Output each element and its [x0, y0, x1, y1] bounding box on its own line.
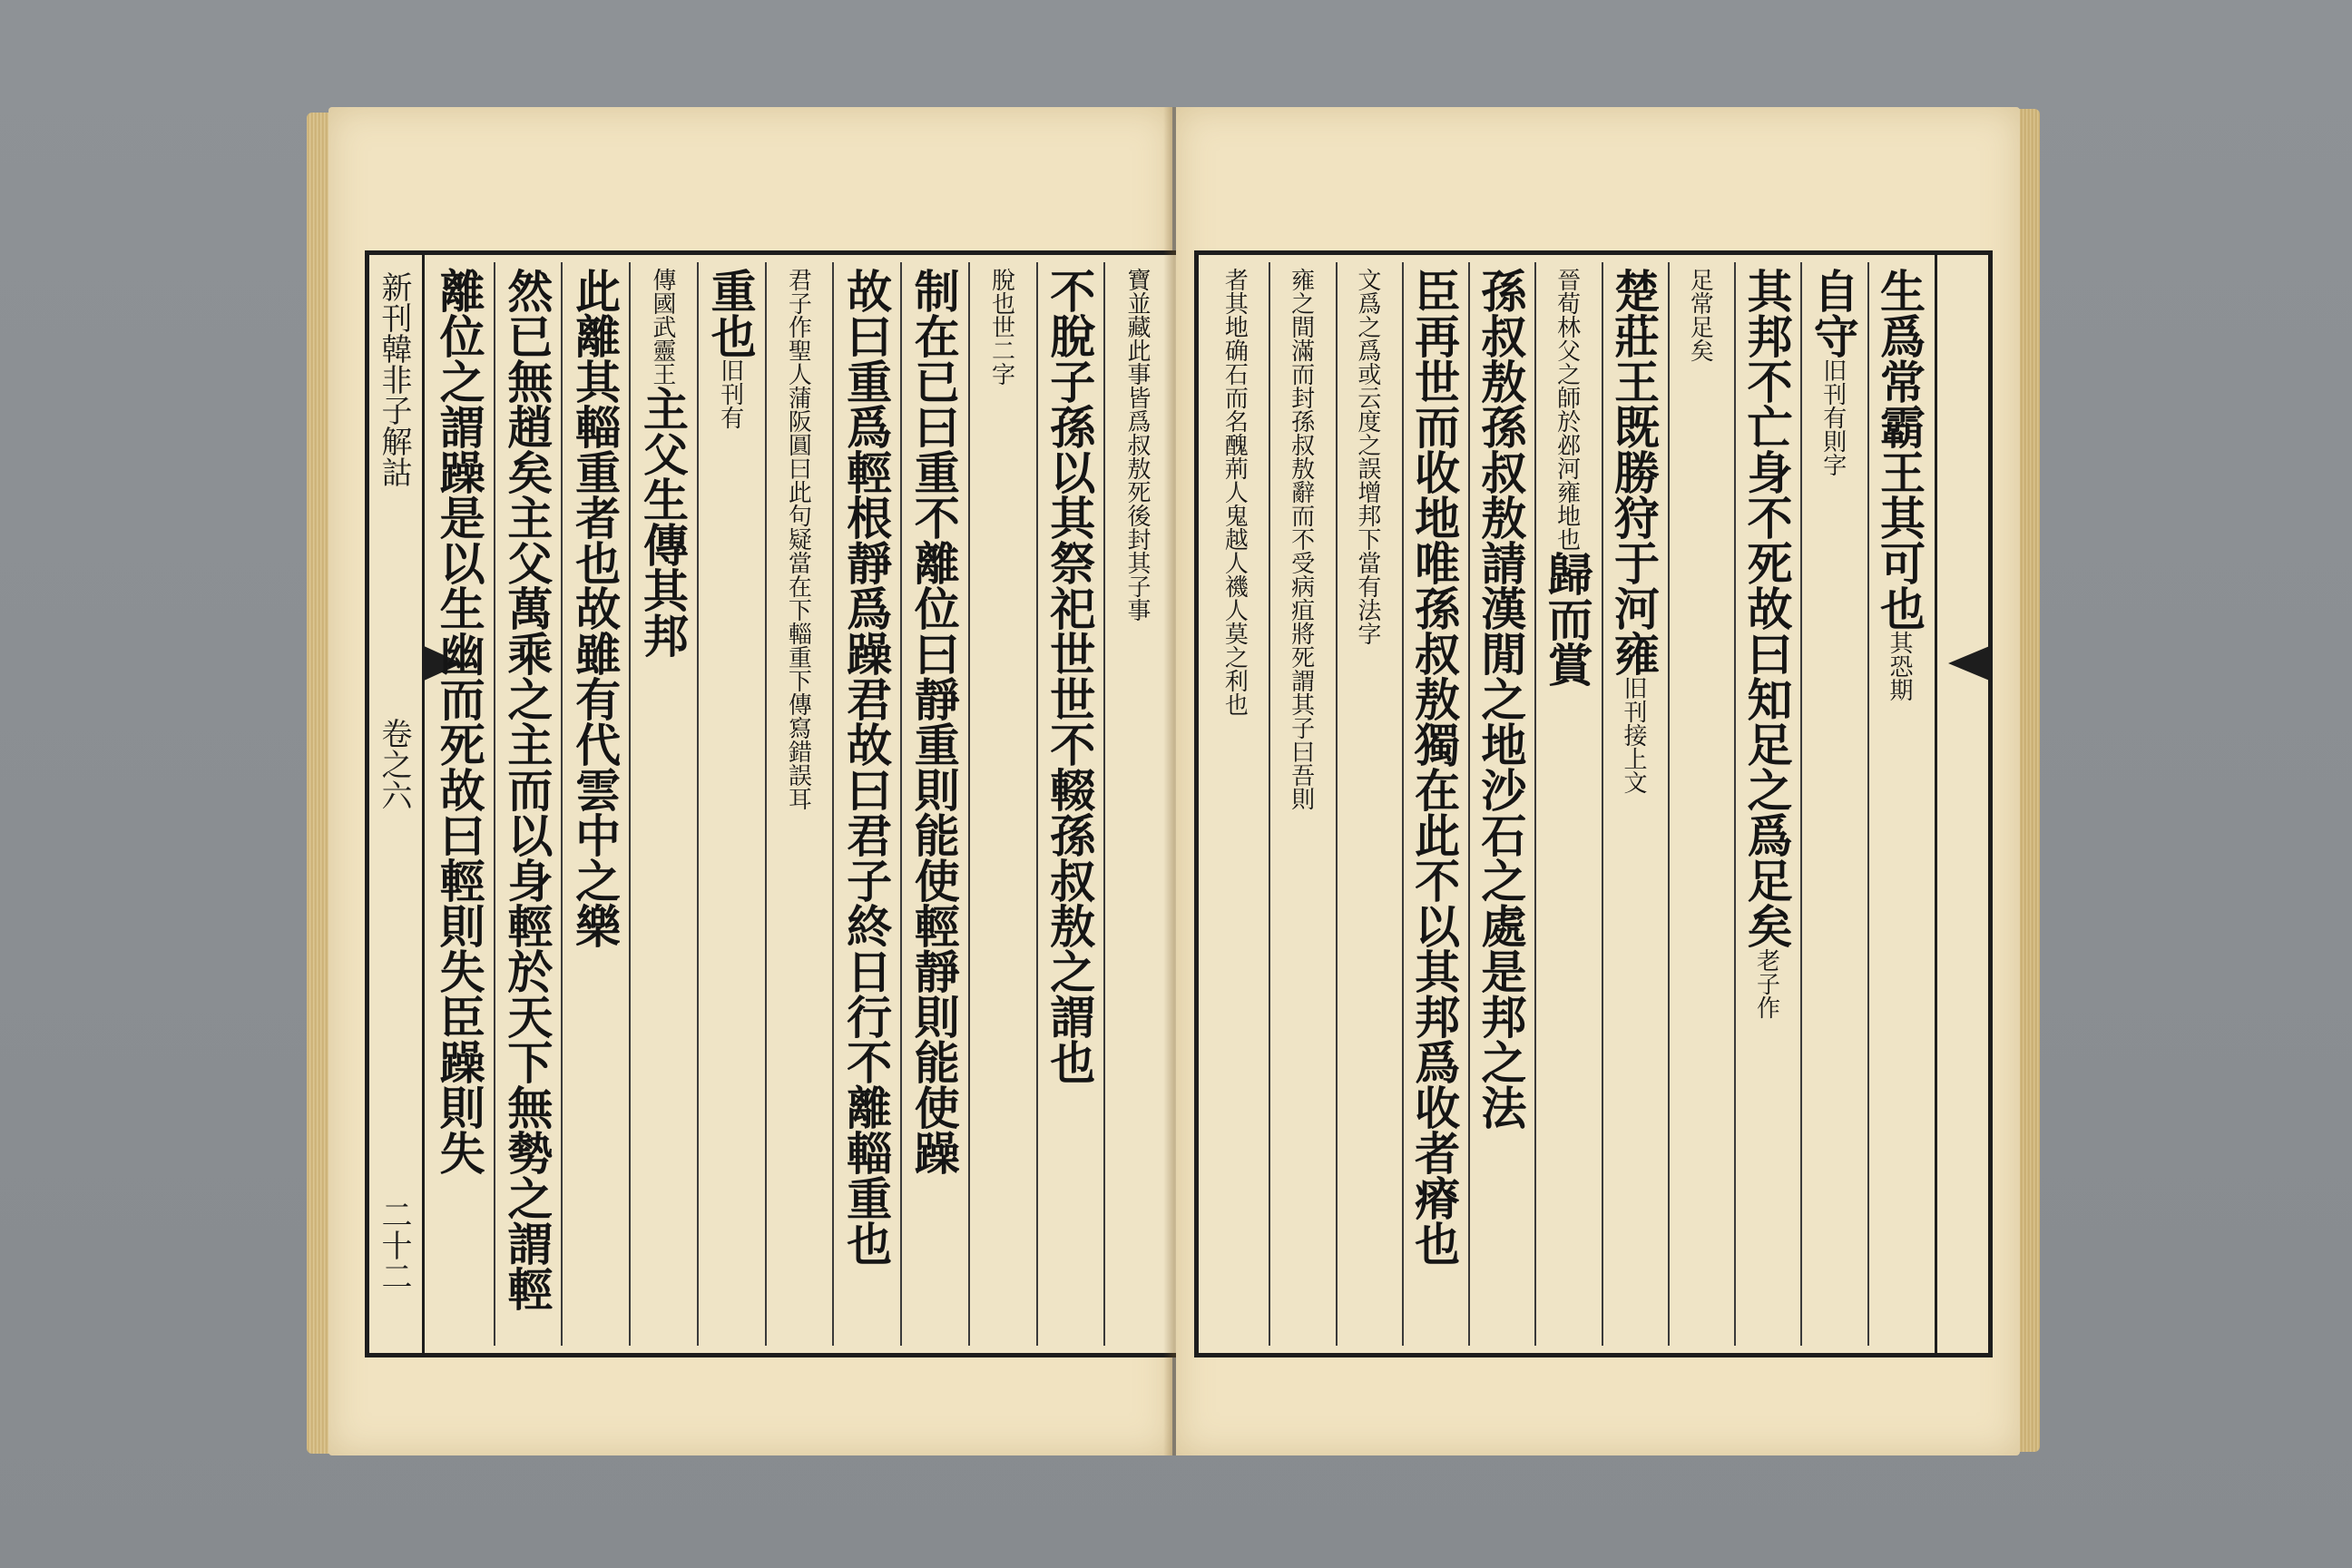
text-column [1800, 262, 1867, 1346]
text-column [1867, 262, 1934, 1346]
column-note: 雍之間滿而封孫叔敖辭而不受病疽將死謂其子曰吾則 [1287, 268, 1315, 810]
text-column [1204, 262, 1269, 1346]
column-note: 老子作 [1752, 948, 1780, 1019]
column-main: 此離其輜重者也故雖有代雲中之樂 [568, 268, 622, 948]
text-column [1336, 262, 1402, 1346]
text-column [765, 262, 833, 1346]
column-main: 重也 [703, 268, 758, 358]
column-main: 孫叔敖孫叔敖請漢閒之地沙石之處是邦之法 [1474, 268, 1528, 1130]
text-column [1668, 262, 1734, 1346]
column-note: 脫也世二字 [987, 268, 1015, 386]
right-text-columns [1204, 262, 1934, 1346]
column-main: 離位之謂躁是以生幽而死故曰輕則失臣躁則失 [432, 268, 486, 1175]
left-text-columns [427, 262, 1171, 1346]
column-note: 文爲之爲或云度之誤增邦下當有法字 [1353, 268, 1381, 645]
right-page [1176, 107, 2020, 1455]
text-column [900, 262, 968, 1346]
text-column [1402, 262, 1468, 1346]
column-main: 故曰重爲輕根靜爲躁君故曰君子終日行不離輜重也 [839, 268, 894, 1266]
column-note: 晉荀林父之師於邲河雍地也 [1553, 268, 1581, 551]
text-column [1602, 262, 1668, 1346]
text-column [1103, 262, 1171, 1346]
column-note: 足常足矣 [1686, 268, 1714, 362]
text-column [1734, 262, 1800, 1346]
fishtail-mark [1948, 645, 1992, 681]
text-column [1468, 262, 1534, 1346]
column-main: 不脫子孫以其祭祀世世不輟孫叔敖之謂也 [1043, 268, 1097, 1084]
text-column [494, 262, 562, 1346]
text-column [427, 262, 494, 1346]
column-main: 歸而賞 [1540, 551, 1594, 687]
text-column [561, 262, 629, 1346]
column-main: 然已無趙矣主父萬乘之主而以身輕於天下無勢之謂輕 [500, 268, 554, 1311]
column-note: 旧刊有則字 [1818, 358, 1847, 476]
column-note: 寶並藏此事皆爲叔敖死後封其子事 [1123, 268, 1151, 622]
right-banxin [1935, 255, 1988, 1353]
column-note: 君子作聖人蒲阪圓曰此句疑當在下輜重下傳寫錯誤耳 [784, 268, 812, 810]
text-column [1036, 262, 1104, 1346]
column-note: 旧刊有 [716, 358, 744, 429]
column-main: 其邦不亡身不死故曰知足之爲足矣 [1740, 268, 1794, 948]
text-column [697, 262, 765, 1346]
column-main: 臣再世而收地唯孫叔敖獨在此不以其邦爲收者瘠也 [1407, 268, 1462, 1266]
right-page-frame [1194, 250, 1993, 1357]
text-column [1269, 262, 1335, 1346]
text-column [832, 262, 900, 1346]
column-main: 楚莊王既勝狩于河雍 [1606, 268, 1661, 676]
column-note: 旧刊接上文 [1619, 676, 1647, 794]
text-column [968, 262, 1036, 1346]
banxin-folio: 二十二 [376, 1199, 412, 1291]
left-page-frame [365, 250, 1181, 1357]
left-banxin [369, 255, 425, 1353]
left-page [328, 107, 1172, 1455]
column-note: 其恐期 [1886, 631, 1913, 701]
column-main: 自守 [1806, 268, 1860, 358]
text-column [1534, 262, 1601, 1346]
column-main: 主父生傳其邦 [635, 386, 690, 658]
column-note: 傳國武靈王 [648, 268, 676, 386]
column-main: 生爲常霸王其可也 [1873, 268, 1926, 631]
column-main: 制在已曰重不離位曰靜重則能使輕靜則能使躁 [906, 268, 961, 1175]
open-book [307, 102, 2040, 1463]
column-note: 者其地确石而名醜荊人鬼越人禨人莫之利也 [1220, 268, 1249, 716]
banxin-volume: 卷之六 [376, 718, 412, 810]
text-column [629, 262, 697, 1346]
banxin-title: 新刊韓非子解詁 [376, 271, 412, 487]
